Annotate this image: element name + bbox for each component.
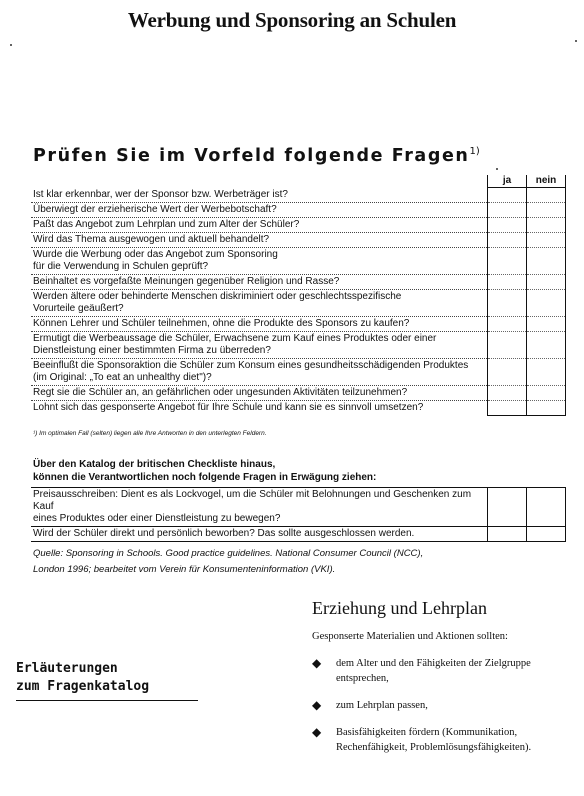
explanations-line1: Erläuterungen (16, 661, 118, 676)
curriculum-item-text: zum Lehrplan passen, (336, 700, 428, 711)
column-header-nein: nein (527, 175, 566, 188)
answer-box-ja[interactable] (488, 203, 527, 218)
answer-box-ja[interactable] (488, 488, 527, 527)
question-row (31, 386, 566, 401)
question-text: Wurde die Werbung oder das Angebot zum Sponsoring für die Verwendung in Schulen geprüft? (31, 248, 488, 275)
extra-heading-line2: können die Verantwortlichen noch folgende Fragen in Erwägung ziehen: (33, 472, 377, 483)
answer-box-ja[interactable] (488, 218, 527, 233)
question-text: Preisausschreiben: Dient es als Lockvogel, um die Schüler mit Belohnungen und Geschenken zum Kauf eines Produktes oder einer Dienstleistung zu bewegen? (31, 488, 488, 527)
question-text: Können Lehrer und Schüler teilnehmen, ohne die Produkte des Sponsors zu kaufen? (31, 317, 488, 332)
answer-box-nein[interactable] (527, 488, 566, 527)
curriculum-item (312, 725, 580, 755)
extra-questions-table (31, 487, 566, 542)
answer-box-ja[interactable] (488, 527, 527, 542)
checklist-header-spacer (31, 175, 488, 188)
question-text: Beeinflußt die Sponsoraktion die Schüler zum Konsum eines gesundheitsschädigenden Produktes (im Original: „To eat an unhealthy diet")? (31, 359, 488, 386)
question-row (31, 248, 566, 275)
extra-questions-heading (33, 458, 376, 484)
answer-box-nein[interactable] (527, 203, 566, 218)
source-citation (33, 546, 453, 578)
answer-box-nein[interactable] (527, 275, 566, 290)
scan-speck (496, 168, 498, 170)
question-row (31, 359, 566, 386)
explanations-line2: zum Fragenkatalog (16, 679, 150, 694)
question-row (31, 332, 566, 359)
checklist-header-row (31, 175, 566, 188)
answer-box-nein[interactable] (527, 248, 566, 275)
scan-speck (10, 44, 12, 46)
answer-box-nein[interactable] (527, 332, 566, 359)
answer-box-ja[interactable] (488, 188, 527, 203)
answer-box-ja[interactable] (488, 275, 527, 290)
question-text: Ist klar erkennbar, wer der Sponsor bzw. Werbeträger ist? (31, 188, 488, 203)
diamond-bullet-icon: ◆ (312, 698, 322, 712)
document-title: Werbung und Sponsoring an Schulen (127, 8, 457, 32)
answer-box-nein[interactable] (527, 290, 566, 317)
answer-box-nein[interactable] (527, 188, 566, 203)
diamond-bullet-icon: ◆ (312, 725, 322, 739)
question-text: Paßt das Angebot zum Lehrplan und zum Alter der Schüler? (31, 218, 488, 233)
answer-box-nein[interactable] (527, 386, 566, 401)
scan-speck (575, 40, 577, 42)
question-text: Werden ältere oder behinderte Menschen diskriminiert oder geschlechtsspezifische Vorurteile geäußert? (31, 290, 488, 317)
question-text: Wird der Schüler direkt und persönlich beworben? Das sollte ausgeschlossen werden. (31, 527, 488, 542)
answer-box-ja[interactable] (488, 233, 527, 248)
question-row (31, 527, 566, 542)
question-text: Ermutigt die Werbeaussage die Schüler, Erwachsene zum Kauf eines Produktes oder einer Dienstleistung einer bestimmten Firma zu überreden? (31, 332, 488, 359)
curriculum-section (312, 598, 580, 767)
question-text: Lohnt sich das gesponserte Angebot für Ihre Schule und kann sie es sinnvoll umsetzen? (33, 402, 424, 414)
question-row (31, 233, 566, 248)
source-line2: London 1996; bearbeitet vom Verein für Konsumenteninformation (VKI). (33, 564, 336, 575)
curriculum-item-text: Basisfähigkeiten fördern (Kommunikation, Rechenfähigkeit, Problemlösungsfähigkeiten). (336, 727, 532, 753)
question-row (31, 488, 566, 527)
diamond-bullet-icon: ◆ (312, 656, 322, 670)
curriculum-item (312, 698, 580, 713)
question-row (31, 188, 566, 203)
question-text: Überwiegt der erzieherische Wert der Werbebotschaft? (31, 203, 488, 218)
question-row (31, 317, 566, 332)
question-text: Wird das Thema ausgewogen und aktuell behandelt? (31, 233, 488, 248)
section-heading-text: Prüfen Sie im Vorfeld folgende Fragen (33, 146, 470, 166)
answer-box-nein[interactable] (527, 401, 566, 416)
answer-box-ja[interactable] (488, 290, 527, 317)
question-row (31, 203, 566, 218)
question-row (31, 218, 566, 233)
answer-box-nein[interactable] (527, 317, 566, 332)
answer-box-ja[interactable] (488, 401, 527, 416)
answer-box-ja[interactable] (488, 317, 527, 332)
section-heading (33, 146, 480, 166)
source-line1: Quelle: Sponsoring in Schools. Good practice guidelines. National Consumer Council (NCC), (33, 548, 424, 559)
column-header-ja: ja (488, 175, 527, 188)
question-row (31, 290, 566, 317)
curriculum-list (312, 656, 580, 755)
answer-box-ja[interactable] (488, 359, 527, 386)
footnote-marker: 1) (469, 146, 480, 158)
question-row (31, 401, 566, 416)
explanations-heading (16, 660, 198, 701)
curriculum-item (312, 656, 580, 686)
extra-heading-line1: Über den Katalog der britischen Checkliste hinaus, (33, 459, 276, 470)
answer-box-nein[interactable] (527, 527, 566, 542)
answer-box-nein[interactable] (527, 359, 566, 386)
answer-box-ja[interactable] (488, 332, 527, 359)
curriculum-heading: Erziehung und Lehrplan (312, 598, 487, 618)
footnote: ¹) Im optimalen Fall (selten) liegen alle Ihre Antworten in den unterlegten Feldern. (33, 430, 267, 437)
question-text: Beinhaltet es vorgefaßte Meinungen gegenüber Religion und Rasse? (31, 275, 488, 290)
answer-box-nein[interactable] (527, 233, 566, 248)
answer-box-nein[interactable] (527, 218, 566, 233)
question-row (31, 275, 566, 290)
answer-box-ja[interactable] (488, 248, 527, 275)
checklist-table (31, 175, 566, 416)
question-text: Regt sie die Schüler an, an gefährlichen oder ungesunden Aktivitäten teilzunehmen? (31, 386, 488, 401)
curriculum-item-text: dem Alter und den Fähigkeiten der Zielgruppe entsprechen, (336, 658, 531, 684)
answer-box-ja[interactable] (488, 386, 527, 401)
curriculum-intro: Gesponserte Materialien und Aktionen sollten: (312, 631, 508, 642)
